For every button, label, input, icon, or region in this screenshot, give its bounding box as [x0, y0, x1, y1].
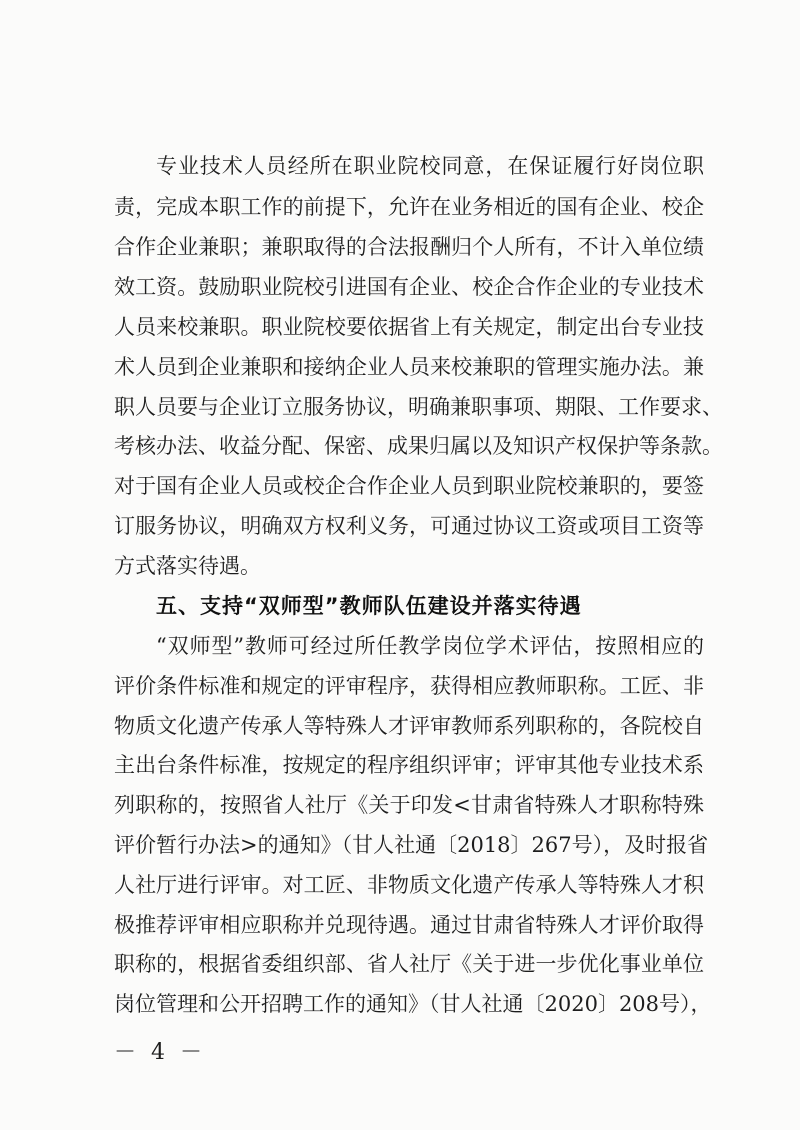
paragraph-line: 效工资。鼓励职业院校引进国有企业、校企合作企业的专业技术: [114, 275, 704, 299]
paragraph-line: 评价暂行办法>的通知》（甘人社通〔2018〕267号），及时报省: [114, 833, 709, 857]
paragraph-line: 极推荐评审相应职称并兑现待遇。通过甘肃省特殊人才评价取得: [114, 913, 704, 937]
paragraph-line: 考核办法、收益分配、保密、成果归属以及知识产权保护等条款。: [114, 434, 723, 458]
paragraph-line: 对于国有企业人员或校企合作企业人员到职业院校兼职的，要签: [114, 474, 704, 498]
paragraph-line: 责，完成本职工作的前提下，允许在业务相近的国有企业、校企: [114, 195, 704, 219]
paragraph-line: 职人员要与企业订立服务协议，明确兼职事项、期限、工作要求、: [114, 395, 723, 419]
paragraph-line: 岗位管理和公开招聘工作的通知》（甘人社通〔2020〕208号），: [114, 992, 712, 1016]
paragraph-line: 评价条件标准和规定的评审程序，获得相应教师职称。工匠、非: [114, 674, 704, 698]
paragraph-line: 列职称的，按照省人社厅《关于印发<甘肃省特殊人才职称特殊: [114, 793, 704, 817]
paragraph-line: 合作企业兼职；兼职取得的合法报酬归个人所有，不计入单位绩: [114, 235, 704, 259]
paragraph-line: “双师型”教师可经过所任教学岗位学术评估，按照相应的: [156, 634, 704, 658]
paragraph-line: 专业技术人员经所在职业院校同意，在保证履行好岗位职: [156, 154, 704, 178]
paragraph-line: 人员来校兼职。职业院校要依据省上有关规定，制定出台专业技: [114, 315, 704, 339]
paragraph-line: 方式落实待遇。: [114, 554, 261, 578]
paragraph-line: 人社厅进行评审。对工匠、非物质文化遗产传承人等特殊人才积: [114, 873, 704, 897]
paragraph-line: 术人员到企业兼职和接纳企业人员来校兼职的管理实施办法。兼: [114, 355, 704, 379]
paragraph-line: 物质文化遗产传承人等特殊人才评审教师系列职称的，各院校自: [114, 714, 704, 738]
paragraph-line: 主出台条件标准，按规定的程序组织评审；评审其他专业技术系: [114, 753, 704, 777]
paragraph-line: 职称的，根据省委组织部、省人社厅《关于进一步优化事业单位: [114, 952, 704, 976]
page-number: － 4 －: [114, 1040, 206, 1065]
paragraph-line: 订服务协议，明确双方权利义务，可通过协议工资或项目工资等: [114, 514, 704, 538]
section-heading: 五、支持“双师型”教师队伍建设并落实待遇: [156, 594, 582, 618]
